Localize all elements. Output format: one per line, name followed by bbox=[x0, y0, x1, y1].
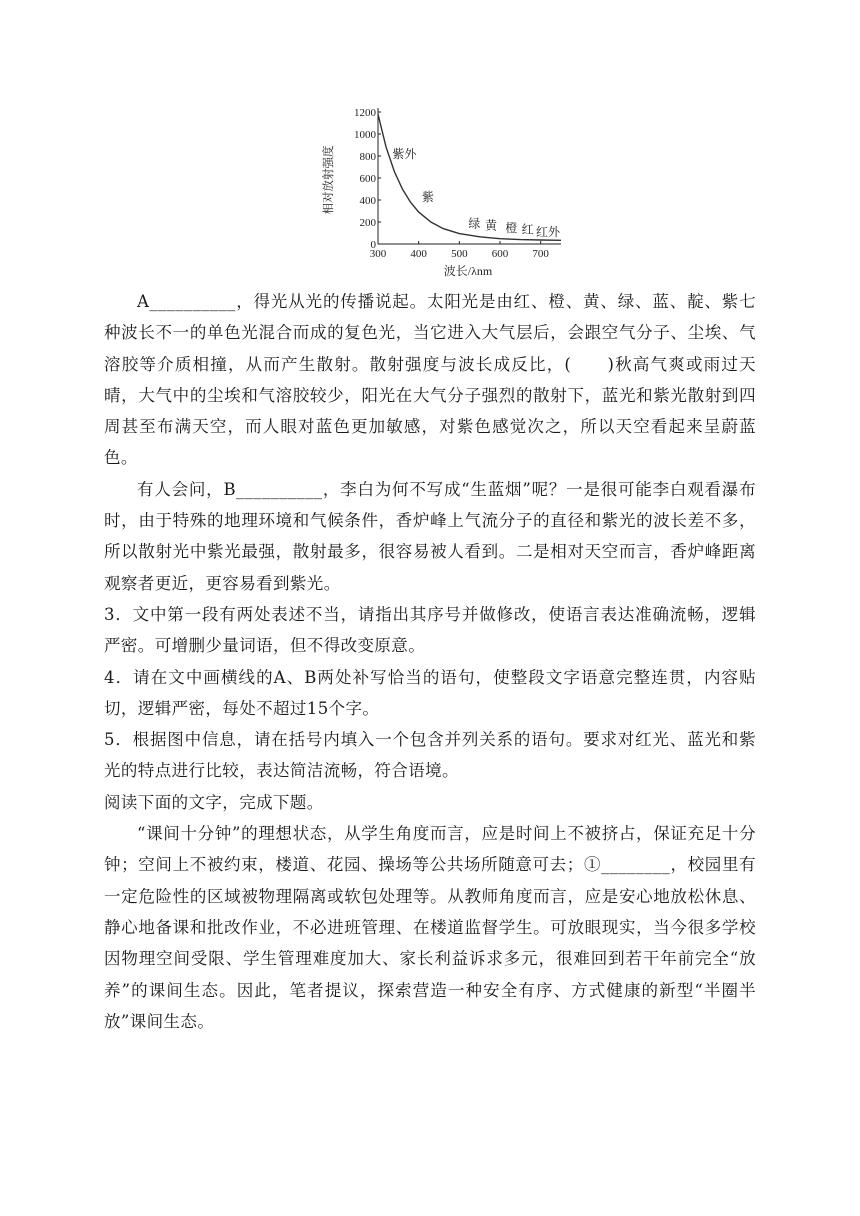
spectrum-chart bbox=[318, 100, 582, 280]
band-label: 红外 bbox=[535, 224, 560, 239]
band-label: 绿 bbox=[468, 216, 481, 231]
x-tick-label: 500 bbox=[451, 248, 468, 260]
question-5: 5．根据图中信息，请在括号内填入一个包含并列关系的语句。要求对红光、蓝光和紫光的特点进行比较，表达简洁流畅，符合语境。 bbox=[104, 730, 756, 781]
y-tick-label: 1200 bbox=[354, 107, 376, 119]
y-tick-label: 0 bbox=[370, 239, 376, 251]
question-4: 4．请在文中画横线的A、B两处补写恰当的语句，使整段文字语意完整连贯，内容贴切，逻辑严密，每处不超过15个字。 bbox=[104, 667, 756, 718]
y-axis-label: 相对放射强度 bbox=[323, 145, 335, 215]
y-tick-label: 600 bbox=[359, 173, 376, 185]
y-tick-label: 800 bbox=[359, 151, 376, 163]
x-axis-label: 波长/λnm bbox=[443, 264, 493, 278]
x-tick-label: 400 bbox=[410, 248, 427, 260]
x-tick-label: 700 bbox=[532, 248, 549, 260]
paragraph-3: “课间十分钟”的理想状态，从学生角度而言，应是时间上不被挤占，保证充足十分钟；空间上不被约束，楼道、花园、操场等公共场所随意可去；①________，校园里有一定危险性的区域被物理隔离或软包处理等。从教师角度而言，应是安心地放松休息、静心地备课和批改作业，不必进班管理、在楼道监督学生。可放眼现实，当今很多学校因物理空间受限、学生管理难度加大、家长利益诉求多元，很难回到若干年前完全“放养”的课间生态。因此，笔者提议，探索营造一种安全有序、方式健康的新型“半圈半放”课间生态。 bbox=[104, 824, 756, 1031]
document-body bbox=[104, 286, 756, 1037]
question-3: 3．文中第一段有两处表述不当，请指出其序号并做修改，使语言表达准确流畅，逻辑严密。可增删少量词语，但不得改变原意。 bbox=[104, 604, 756, 656]
band-label: 黄 bbox=[485, 218, 498, 233]
x-tick-label: 300 bbox=[369, 248, 387, 260]
x-tick-label: 600 bbox=[491, 248, 509, 260]
band-label: 红 bbox=[521, 222, 534, 237]
band-label: 紫 bbox=[422, 190, 435, 205]
paragraph-1: A__________，得光从光的传播说起。太阳光是由红、橙、黄、绿、蓝、靛、紫七种波长不一的单色光混合而成的复色光，当它进入大气层后，会跟空气分子、尘埃、气溶胶等介质相撞，从而产生散射。散射强度与波长成反比，( )秋高气爽或雨过天晴，大气中的尘埃和气溶胶较少，阳光在大气分子强烈的散射下，蓝光和紫光散射到四周甚至布满天空，而人眼对蓝色更加敏感，对紫色感觉次之，所以天空看起来呈蔚蓝色。 bbox=[104, 292, 756, 468]
y-tick-label: 400 bbox=[359, 195, 376, 207]
y-tick-label: 1000 bbox=[354, 129, 376, 141]
band-label: 橙 bbox=[505, 220, 518, 235]
plot-area bbox=[354, 107, 561, 260]
y-tick-label: 200 bbox=[359, 217, 376, 229]
paragraph-2: 有人会问，B__________，李白为何不写成“生蓝烟”呢？一是很可能李白观看瀑布时，由于特殊的地理环境和气候条件，香炉峰上气流分子的直径和紫光的波长差不多，所以散射光中紫光最强，散射最多，很容易被人看到。二是相对天空而言，香炉峰距离观察者更近，更容易看到紫光。 bbox=[104, 479, 756, 593]
reading-instruction: 阅读下面的文字，完成下题。 bbox=[104, 792, 324, 812]
band-label: 紫外 bbox=[392, 147, 417, 162]
